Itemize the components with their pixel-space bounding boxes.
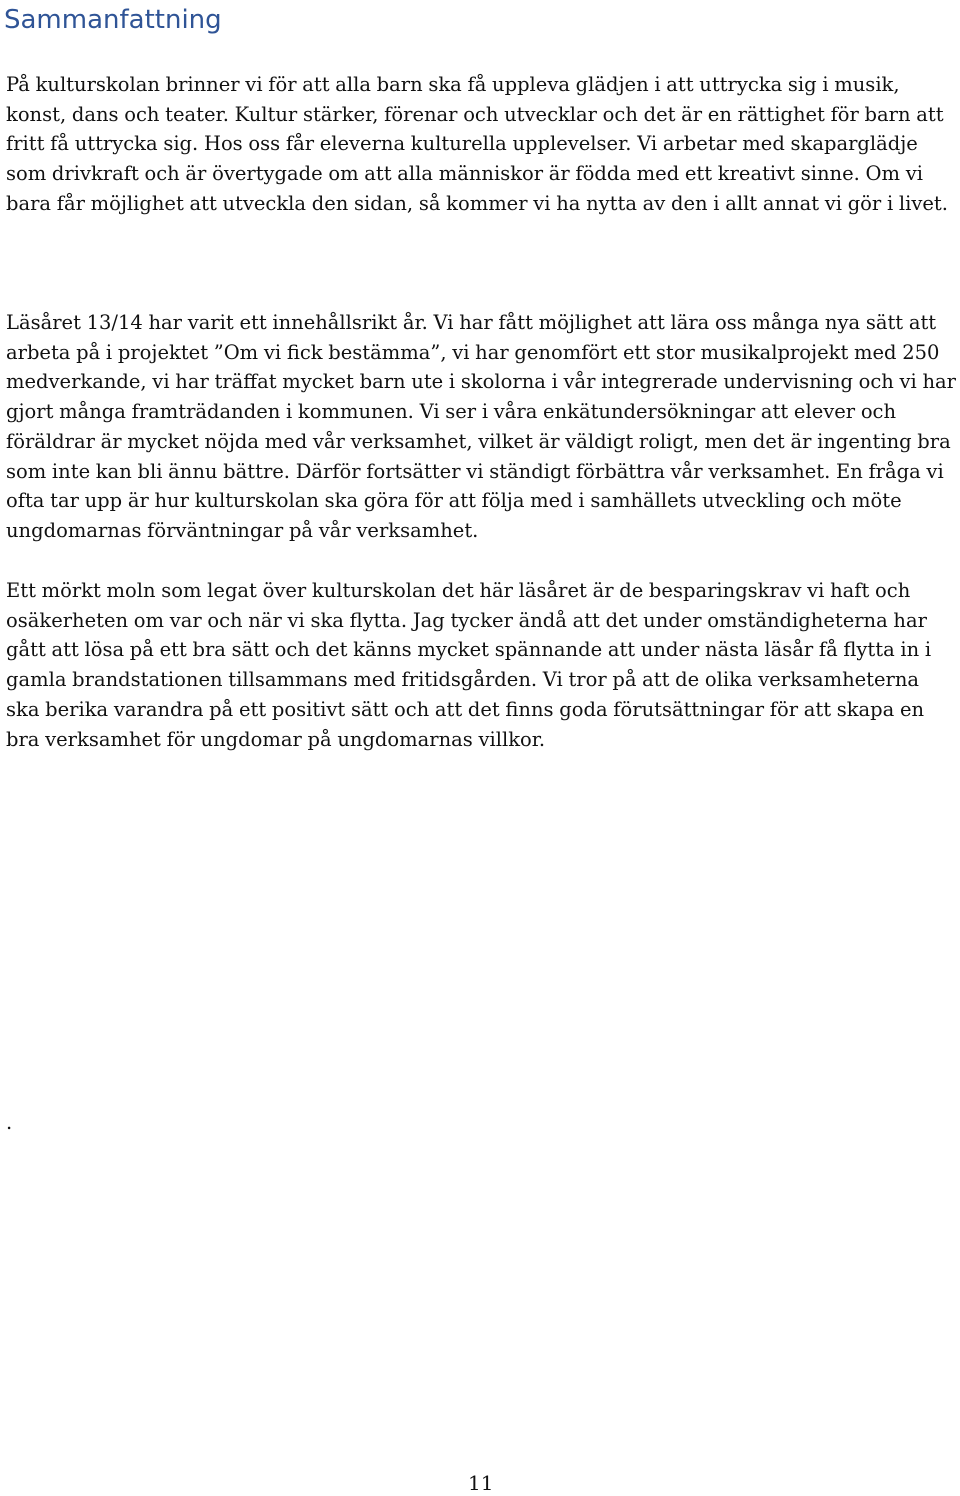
paragraph-year-summary: Läsåret 13/14 har varit ett innehållsrikt år. Vi har fått möjlighet att lära oss många nya sätt att arbeta på i projektet ”Om vi fick bestämma”, vi har genomfört ett stor musikalprojekt med 250 medverkande, vi har träffat mycket barn ute i skolorna i vår integrerade undervisning och vi har gjort många framträdanden i kommunen. Vi ser i våra enkätundersökningar att elever och föräldrar är mycket nöjda med vår verksamhet, vilket är väldigt roligt, men det är ingenting bra som inte kan bli ännu bättre. Därför fortsätter vi ständigt förbättra vår verksamhet. En fråga vi ofta tar upp är hur kulturskolan ska göra för att följa med i samhällets utveckling och möte ungdomarnas förväntningar på vår verksamhet. xyxy=(6,311,956,542)
paragraph-intro: På kulturskolan brinner vi för att alla barn ska få uppleva glädjen i att uttrycka sig i musik, konst, dans och teater. Kultur stärker, förenar och utvecklar och det är en rättighet för barn att fritt få uttrycka sig. Hos oss får eleverna kulturella upplevelser. Vi arbetar med skaparglädje som drivkraft och är övertygade om att alla människor är födda med ett kreativt sinne. Om vi bara får möjlighet att utveckla den sidan, så kommer vi ha nytta av den i allt annat vi gör i livet. xyxy=(6,73,948,215)
page-title: Sammanfattning xyxy=(4,5,222,35)
page-number: 11 xyxy=(468,1471,494,1495)
paragraph-outlook: Ett mörkt moln som legat över kulturskolan det här läsåret är de besparingskrav vi haft och osäkerheten om var och när vi ska flytta. Jag tycker ändå att det under omständigheterna har gått att lösa på ett bra sätt och det känns mycket spännande att under nästa läsår få flytta in i gamla brandstationen tillsammans med fritidsgården. Vi tror på att de olika verksamheterna ska berika varandra på ett positivt sätt och att det finns goda förutsättningar för att skapa en bra verksamhet för ungdomar på ungdomarnas villkor. xyxy=(6,579,932,751)
trailing-period: . xyxy=(6,1111,13,1134)
